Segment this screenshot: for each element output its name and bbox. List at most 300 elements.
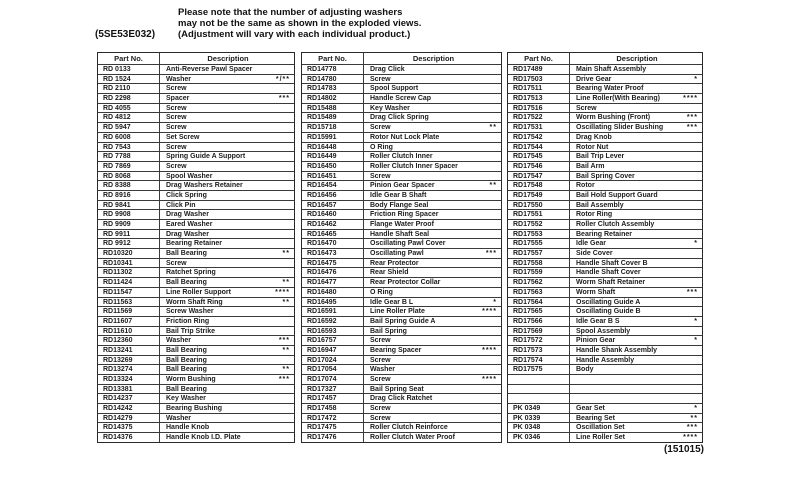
part-no-cell: RD14237	[98, 394, 160, 403]
part-no-cell: RD17545	[508, 152, 570, 161]
description-cell	[160, 423, 294, 432]
description-text: Anti-Reverse Pawl Spacer	[166, 66, 253, 73]
description-text: Bail Spring	[370, 327, 407, 335]
table-row	[302, 74, 501, 84]
table-row	[302, 238, 501, 248]
adjust-mark: ***	[686, 288, 698, 296]
description-text: Rotor Ring	[576, 211, 613, 219]
part-no-cell: RD16454	[302, 181, 364, 190]
table-row	[508, 122, 702, 132]
description-text: Screw	[370, 124, 391, 132]
description-cell	[570, 307, 702, 316]
table-row	[302, 335, 501, 345]
adjust-mark: *	[694, 317, 698, 325]
table-row	[98, 335, 294, 345]
table-row	[98, 122, 294, 132]
description-text: Washer	[166, 75, 192, 83]
part-no-cell: RD13274	[98, 365, 160, 374]
description-text: Bearing Water Proof	[576, 85, 644, 93]
table-row	[508, 364, 702, 374]
table-row	[508, 355, 702, 365]
table-row	[508, 190, 702, 200]
table-row	[508, 267, 702, 277]
adjust-mark: ***	[686, 124, 698, 132]
description-text: Bail Spring Seat	[370, 385, 424, 393]
table-row	[508, 306, 702, 316]
table-row	[98, 355, 294, 365]
description-text: Handle Assembly	[576, 356, 635, 364]
part-no-cell: RD17558	[508, 259, 570, 268]
description-text: Pinion Gear	[576, 337, 616, 345]
description-text: Screw	[370, 75, 391, 83]
description-text: Handle Knob I.D. Plate	[166, 434, 241, 442]
description-cell	[160, 433, 294, 442]
part-no-cell: RD17557	[508, 249, 570, 258]
description-cell	[364, 104, 501, 113]
description-cell	[364, 143, 501, 152]
table-row	[508, 229, 702, 239]
table-row	[98, 393, 294, 403]
part-no-cell: RD11547	[98, 288, 160, 297]
adjust-mark: *	[694, 240, 698, 248]
table-row	[302, 200, 501, 210]
table-row	[508, 103, 702, 113]
description-text: Bearing Retainer	[576, 230, 633, 238]
table-row	[302, 316, 501, 326]
description-cell	[160, 317, 294, 326]
table-row	[508, 248, 702, 258]
adjust-mark: ****	[683, 95, 698, 103]
description-cell	[364, 288, 501, 297]
adjust-mark: *	[694, 405, 698, 413]
adjust-mark: **	[282, 279, 290, 287]
description-text: Drag Click Ratchet	[370, 395, 433, 403]
table-row	[302, 180, 501, 190]
adjust-mark: *	[694, 337, 698, 345]
description-cell	[364, 123, 501, 132]
description-text: Body Flange Seal	[370, 201, 429, 209]
table-row	[302, 83, 501, 93]
part-no-cell: RD17054	[302, 365, 364, 374]
part-no-cell: RD16495	[302, 298, 364, 307]
part-no-cell: RD17569	[508, 327, 570, 336]
description-cell	[160, 365, 294, 374]
table-row	[508, 335, 702, 345]
description-cell	[570, 414, 702, 423]
description-cell	[160, 336, 294, 345]
table-row	[508, 74, 702, 84]
description-cell	[570, 298, 702, 307]
table-row	[302, 403, 501, 413]
description-text: Main Shaft Assembly	[576, 66, 647, 73]
part-no-cell: RD11607	[98, 317, 160, 326]
part-no-cell: RD15991	[302, 133, 364, 142]
part-no-cell: RD10341	[98, 259, 160, 268]
table-header-row	[98, 53, 294, 64]
description-header: Description	[207, 54, 249, 63]
part-no-cell: RD17544	[508, 143, 570, 152]
table-row	[302, 364, 501, 374]
table-row	[302, 161, 501, 171]
description-cell	[160, 278, 294, 287]
description-text: Spool Washer	[166, 172, 213, 180]
part-no-header: Part No.	[508, 53, 570, 64]
description-header: Description	[616, 54, 658, 63]
description-cell	[160, 84, 294, 93]
part-no-cell: RD 7788	[98, 152, 160, 161]
part-no-cell: RD17513	[508, 94, 570, 103]
part-no-cell: RD17551	[508, 210, 570, 219]
table-row	[508, 142, 702, 152]
description-text: Bearing Set	[576, 414, 615, 422]
description-text: Handle Screw Cap	[370, 95, 432, 103]
description-cell	[364, 181, 501, 190]
table-row	[98, 287, 294, 297]
part-no-cell: RD11424	[98, 278, 160, 287]
description-text: Screw	[370, 405, 391, 413]
table-row	[98, 64, 294, 74]
description-cell	[364, 210, 501, 219]
part-no-cell: RD16462	[302, 220, 364, 229]
adjust-mark: **	[282, 366, 290, 374]
description-text: Idle Gear	[576, 240, 606, 248]
table-row	[98, 267, 294, 277]
part-no-cell: RD16450	[302, 162, 364, 171]
description-cell	[570, 375, 702, 384]
description-text: Screw	[166, 104, 187, 112]
part-no-cell: RD 8068	[98, 172, 160, 181]
description-text: Drag Click Spring	[370, 114, 429, 122]
description-cell	[160, 259, 294, 268]
table-row	[98, 132, 294, 142]
description-text: Rotor Nut Lock Plate	[370, 133, 440, 141]
part-no-cell: PK 0348	[508, 423, 570, 432]
table-row	[98, 229, 294, 239]
table-row	[302, 103, 501, 113]
description-cell	[160, 181, 294, 190]
description-cell	[160, 230, 294, 239]
parts-table-1	[97, 52, 295, 443]
part-no-cell: RD14279	[98, 414, 160, 423]
adjust-mark: **	[489, 182, 497, 190]
description-text: Washer	[166, 337, 192, 345]
description-text: Oscillation Set	[576, 424, 625, 432]
table-row	[302, 93, 501, 103]
description-text: Body	[576, 366, 594, 374]
part-no-cell: RD12360	[98, 336, 160, 345]
part-no-cell: RD17475	[302, 423, 364, 432]
adjust-mark: ***	[278, 95, 290, 103]
table-row	[508, 171, 702, 181]
table-row	[302, 171, 501, 181]
description-text: O Ring	[370, 288, 393, 296]
adjust-mark: ****	[275, 288, 290, 296]
table-row	[98, 413, 294, 423]
part-no-cell: RD16593	[302, 327, 364, 336]
part-no-cell: RD10320	[98, 249, 160, 258]
adjust-mark: *	[493, 298, 497, 306]
part-no-cell: RD14778	[302, 65, 364, 74]
description-cell	[570, 220, 702, 229]
table-row	[98, 238, 294, 248]
description-text: Oscillating Guide A	[576, 298, 641, 306]
part-no-cell: RD17574	[508, 356, 570, 365]
description-cell	[364, 414, 501, 423]
description-cell	[364, 249, 501, 258]
part-no-cell	[508, 385, 570, 394]
description-cell	[364, 152, 501, 161]
table-row	[98, 200, 294, 210]
description-text: Ball Bearing	[166, 366, 207, 374]
description-cell	[160, 152, 294, 161]
description-cell	[570, 143, 702, 152]
description-cell	[364, 268, 501, 277]
table-row	[98, 364, 294, 374]
part-no-cell: RD11569	[98, 307, 160, 316]
table-row	[302, 132, 501, 142]
description-cell	[570, 113, 702, 122]
table-row	[98, 93, 294, 103]
parts-tables	[97, 52, 703, 443]
table-row	[98, 306, 294, 316]
part-no-cell: RD 7869	[98, 162, 160, 171]
part-no-cell: RD16473	[302, 249, 364, 258]
note-line-2: may not be the same as shown in the exploded views.	[178, 18, 422, 29]
table-row	[98, 258, 294, 268]
part-no-cell: RD16477	[302, 278, 364, 287]
description-cell	[570, 210, 702, 219]
description-text: Line Roller(With Bearing)	[576, 95, 660, 103]
table-row	[302, 142, 501, 152]
table-row	[98, 219, 294, 229]
table-row	[508, 297, 702, 307]
description-cell	[570, 230, 702, 239]
table-row	[98, 190, 294, 200]
description-cell	[570, 336, 702, 345]
adjust-mark: **	[690, 414, 698, 422]
table-row	[508, 93, 702, 103]
description-text: Roller Clutch Reinforce	[370, 424, 448, 432]
description-cell	[570, 365, 702, 374]
description-text: Screw	[166, 143, 187, 151]
part-no-cell: RD14780	[302, 75, 364, 84]
description-cell	[570, 172, 702, 181]
part-no-cell	[508, 394, 570, 403]
adjust-mark: */**	[275, 75, 290, 83]
part-no-cell: RD 5947	[98, 123, 160, 132]
table-row	[508, 432, 702, 442]
table-row	[302, 122, 501, 132]
description-cell	[160, 239, 294, 248]
part-no-cell: RD 9841	[98, 201, 160, 210]
table-row	[302, 384, 501, 394]
part-no-cell: RD17327	[302, 385, 364, 394]
description-text: Friction Ring	[166, 317, 210, 325]
description-text: Screw	[370, 376, 391, 383]
table-row	[508, 345, 702, 355]
description-text: Rear Shield	[370, 269, 409, 277]
description-text: Set Screw	[166, 133, 200, 141]
table-row	[508, 209, 702, 219]
description-text: Rear Protector	[370, 259, 419, 267]
description-cell	[160, 356, 294, 365]
part-no-cell: RD11610	[98, 327, 160, 336]
table-row	[302, 422, 501, 432]
table-row	[302, 229, 501, 239]
description-text: Roller Clutch Assembly	[576, 221, 655, 228]
table-row	[508, 287, 702, 297]
description-text: Worm Shaft Retainer	[576, 279, 646, 287]
description-text: Key Washer	[370, 104, 410, 112]
description-cell	[160, 249, 294, 258]
description-cell	[364, 133, 501, 142]
description-cell	[160, 123, 294, 132]
part-no-cell: RD 9912	[98, 239, 160, 248]
table-row	[302, 287, 501, 297]
table-row	[98, 112, 294, 122]
description-text: Drag Washers Retainer	[166, 182, 243, 190]
description-text: Line Roller Set	[576, 434, 626, 442]
table-row	[302, 413, 501, 423]
part-no-cell: RD16475	[302, 259, 364, 268]
part-no-cell: PK 0339	[508, 414, 570, 423]
part-no-cell: RD16448	[302, 143, 364, 152]
table-row	[98, 151, 294, 161]
parts-table-2	[301, 52, 502, 443]
description-text: Screw	[166, 85, 187, 93]
description-cell	[160, 172, 294, 181]
table-row	[302, 190, 501, 200]
description-cell	[160, 113, 294, 122]
description-text: Spool Assembly	[576, 327, 631, 335]
part-no-cell: RD17555	[508, 239, 570, 248]
note-line-3: (Adjustment will vary with each individual product.)	[178, 29, 411, 40]
description-cell	[160, 404, 294, 413]
adjust-mark: **	[282, 346, 290, 354]
part-no-cell: RD11302	[98, 268, 160, 277]
table-row	[508, 219, 702, 229]
table-row	[98, 422, 294, 432]
part-no-cell: RD16465	[302, 230, 364, 239]
part-no-cell: RD 6008	[98, 133, 160, 142]
part-no-cell: RD17572	[508, 336, 570, 345]
description-cell	[160, 201, 294, 210]
part-no-cell: RD17024	[302, 356, 364, 365]
part-no-cell: RD17565	[508, 307, 570, 316]
part-no-cell: RD17476	[302, 433, 364, 442]
description-text: Oscillating Pawl Cover	[370, 240, 446, 248]
description-cell	[364, 84, 501, 93]
table-row	[98, 161, 294, 171]
description-text: Screw	[166, 124, 187, 132]
table-row	[98, 180, 294, 190]
part-no-cell: RD16591	[302, 307, 364, 316]
description-text: Oscillating Guide B	[576, 308, 641, 316]
description-cell	[364, 239, 501, 248]
part-no-cell: RD14242	[98, 404, 160, 413]
table-row	[508, 64, 702, 74]
part-no-cell: RD17548	[508, 181, 570, 190]
adjust-mark: ****	[683, 434, 698, 442]
table-row	[508, 413, 702, 423]
table-row	[98, 209, 294, 219]
description-text: Line Roller Plate	[370, 308, 425, 316]
table-row	[508, 316, 702, 326]
description-cell	[570, 268, 702, 277]
table-row	[302, 297, 501, 307]
description-text: Handle Shaft Seal	[370, 230, 430, 238]
adjust-mark: ***	[485, 250, 497, 258]
description-cell	[160, 298, 294, 307]
part-no-cell: RD17511	[508, 84, 570, 93]
description-text: Worm Bushing (Front)	[576, 114, 651, 122]
part-no-cell: PK 0349	[508, 404, 570, 413]
part-no-cell: RD17531	[508, 123, 570, 132]
description-cell	[160, 268, 294, 277]
description-cell	[160, 133, 294, 142]
adjust-mark: **	[282, 250, 290, 258]
part-no-cell: RD 9911	[98, 230, 160, 239]
part-no-header: Part No.	[302, 53, 364, 64]
description-cell	[364, 259, 501, 268]
description-text: Bail Spring Cover	[576, 172, 635, 180]
table-row	[508, 384, 702, 394]
table-row	[98, 297, 294, 307]
description-text: Gear Set	[576, 405, 605, 413]
description-cell	[160, 394, 294, 403]
table-row	[508, 258, 702, 268]
description-text: Screw	[370, 356, 391, 364]
description-cell	[364, 356, 501, 365]
part-no-cell: RD 4055	[98, 104, 160, 113]
description-cell	[570, 94, 702, 103]
part-no-cell: RD13241	[98, 346, 160, 355]
description-cell	[364, 65, 501, 74]
description-text: Screw	[166, 114, 187, 122]
table-row	[302, 432, 501, 442]
description-text: Flange Water Proof	[370, 221, 434, 228]
description-text: Screw	[370, 414, 391, 422]
table-row	[98, 142, 294, 152]
description-text: Idle Gear B S	[576, 317, 620, 325]
table-row	[508, 277, 702, 287]
description-cell	[570, 288, 702, 297]
description-text: Bail Arm	[576, 162, 605, 170]
part-no-cell: RD17566	[508, 317, 570, 326]
description-text: Handle Knob	[166, 424, 210, 432]
description-text: Idle Gear B Shaft	[370, 191, 427, 199]
table-row	[98, 403, 294, 413]
parts-table-3	[507, 52, 703, 443]
description-cell	[160, 143, 294, 152]
description-cell	[570, 133, 702, 142]
table-row	[508, 326, 702, 336]
part-no-cell: RD17564	[508, 298, 570, 307]
table-row	[508, 238, 702, 248]
part-no-cell: RD16470	[302, 239, 364, 248]
description-cell	[570, 385, 702, 394]
description-text: Click Pin	[166, 201, 196, 209]
description-cell	[570, 191, 702, 200]
part-no-cell: RD15489	[302, 113, 364, 122]
description-text: Bail Assembly	[576, 201, 624, 209]
part-no-cell: RD16476	[302, 268, 364, 277]
description-text: Spring Guide A Support	[166, 153, 246, 161]
part-no-cell: RD17458	[302, 404, 364, 413]
part-no-cell: RD17562	[508, 278, 570, 287]
description-cell	[364, 230, 501, 239]
table-row	[98, 374, 294, 384]
